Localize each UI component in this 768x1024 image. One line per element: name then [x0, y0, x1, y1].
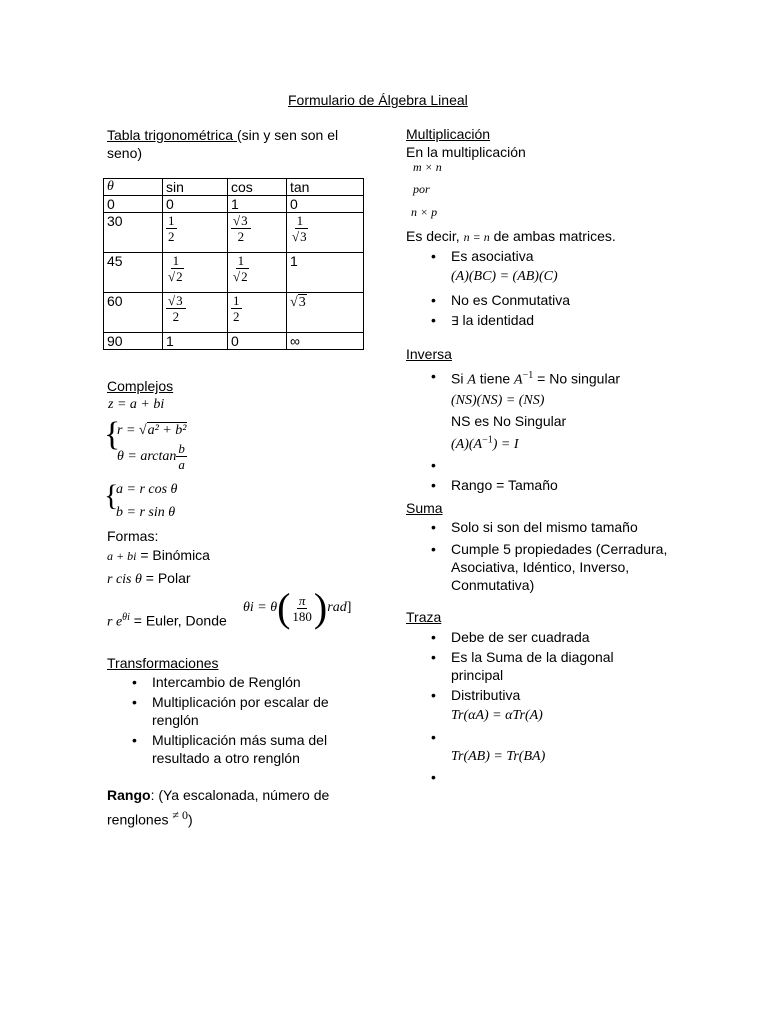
eq-rad-left: θi = θ	[243, 600, 278, 615]
list-item: • No es Conmutativa	[429, 291, 689, 309]
list-item: • Cumple 5 propiedades (Cerradura, Asociativa, Idéntico, Inverso, Conmutativa)	[429, 540, 679, 594]
denominator: 180	[292, 608, 312, 624]
table-row	[104, 333, 364, 350]
forma-binomica	[107, 547, 210, 564]
radicand: 3	[176, 293, 183, 308]
binomica-text: = Binómica	[136, 547, 210, 563]
radicand: 2	[241, 269, 248, 284]
polar-math: r cis θ	[107, 572, 142, 587]
table-row	[104, 196, 364, 213]
rango-desc: : (Ya escalonada, número de renglones	[107, 787, 330, 828]
table-row	[104, 179, 364, 196]
page-title: Formulario de Álgebra Lineal	[288, 92, 468, 108]
table-cell	[287, 213, 364, 253]
eq-traza-2: Tr(AB) = Tr(BA)	[451, 749, 546, 764]
denominator: 2	[172, 309, 180, 324]
table-cell: 0	[104, 196, 163, 213]
trig-heading	[107, 126, 377, 162]
eq-nxp: n × p	[411, 205, 438, 219]
table-header-tan: tan	[287, 179, 364, 196]
eq-por: por	[413, 182, 430, 196]
ns-text: NS es No Singular	[451, 412, 567, 429]
table-cell: 1	[228, 196, 287, 213]
table-cell: 0	[287, 196, 364, 213]
table-cell: 45	[104, 253, 163, 293]
eq-a: a = r cos θ	[116, 482, 178, 497]
trig-heading-rest: (sin y sen son el seno)	[107, 127, 339, 161]
table-cell: ∞	[287, 333, 364, 350]
ambas-text: de ambas matrices.	[489, 228, 616, 244]
fraction	[166, 253, 186, 284]
exists-symbol: ∃	[451, 314, 459, 328]
eq-r-left: r =	[117, 423, 139, 438]
eq-traza-1: Tr(αA) = αTr(A)	[451, 708, 543, 723]
eq-neqn: n = n	[463, 230, 490, 244]
radicand: 3	[241, 213, 248, 228]
inversa-list	[429, 367, 729, 494]
fraction	[166, 293, 186, 324]
multiplicacion-heading: Multiplicación	[406, 126, 491, 142]
si-text: Si	[451, 370, 468, 387]
fraction	[290, 213, 310, 244]
multiplicacion-list	[429, 247, 689, 330]
list-item: • Rango = Tamaño	[429, 476, 729, 494]
tiene-text: tiene	[475, 370, 515, 387]
table-cell	[287, 293, 364, 333]
list-item	[429, 728, 639, 768]
table-cell: 1	[287, 253, 364, 293]
bracket-icon: ]	[346, 600, 352, 615]
suma-heading: Suma	[406, 500, 443, 516]
fraction	[231, 293, 242, 324]
table-header-sin: sin	[163, 179, 228, 196]
list-item: • Es la Suma de la diagonal principal	[429, 648, 639, 684]
denominator: √2	[168, 269, 183, 284]
table-cell	[228, 253, 287, 293]
forma-euler	[107, 612, 227, 631]
es-decir-text: Es decir,	[406, 228, 464, 244]
transformaciones-heading: Transformaciones	[107, 655, 219, 671]
polar-text: = Polar	[141, 570, 191, 586]
eq-theta	[117, 441, 187, 472]
list-item: • Solo si son del mismo tamaño	[429, 518, 679, 536]
table-header-theta: θ	[104, 179, 163, 196]
sqrt-sign: √	[138, 423, 147, 438]
fraction	[166, 213, 177, 244]
list-item: • Debe de ser cuadrada	[429, 628, 639, 646]
list-item: • Intercambio de Renglón	[130, 673, 362, 691]
formas-label: Formas:	[107, 528, 159, 544]
eq-aainv-right: ) = I	[492, 437, 519, 453]
rango-label: Rango	[107, 787, 151, 803]
list-item-label: la identidad	[458, 312, 535, 328]
eq-mxn: m × n	[413, 160, 442, 174]
table-cell: 60	[104, 293, 163, 333]
eq-ns: (NS)(NS) = (NS)	[451, 392, 545, 408]
traza-heading: Traza	[406, 609, 442, 625]
table-cell: 0	[228, 333, 287, 350]
list-item	[429, 367, 729, 456]
es-decir	[406, 228, 616, 245]
multiplicacion-line1: En la multiplicación	[406, 144, 526, 160]
traza-list	[429, 628, 639, 786]
no-singular-text: = No singular	[533, 370, 621, 387]
fraction	[231, 213, 251, 244]
numerator: √3	[166, 293, 186, 309]
table-cell	[228, 213, 287, 253]
matrix-a: A	[467, 372, 476, 388]
trig-heading-link: Tabla trigonométrica	[107, 127, 237, 143]
numerator: 1	[172, 253, 180, 268]
euler-text: = Euler, Donde	[129, 612, 227, 629]
numerator: b	[178, 441, 185, 456]
list-item-label: Es asociativa	[451, 248, 534, 264]
list-item	[429, 311, 689, 330]
eq-assoc: (A)(BC) = (AB)(C)	[451, 269, 558, 284]
list-item-label: Distributiva	[451, 687, 521, 703]
denominator: 2	[233, 309, 240, 324]
trig-table	[103, 178, 364, 350]
eq-z: z = a + bi	[108, 397, 165, 412]
radicand: 2	[176, 269, 183, 284]
denominator: 2	[168, 229, 175, 244]
eq-aainv-exp: −1	[482, 434, 493, 446]
table-cell	[228, 293, 287, 333]
eq-aainv	[451, 434, 519, 453]
brace-icon: {	[104, 416, 121, 453]
table-cell	[163, 213, 228, 253]
brace-icon: {	[104, 479, 119, 512]
table-cell	[163, 293, 228, 333]
sqrt-value: √3	[290, 295, 306, 310]
denominator: a	[178, 457, 185, 472]
list-item: • Multiplicación más suma del resultado a otro renglón	[130, 731, 362, 767]
inv-exponent: −1	[522, 370, 534, 381]
rango-text	[107, 785, 369, 830]
eq-r	[117, 423, 187, 439]
complejos-heading: Complejos	[107, 378, 174, 394]
table-row	[104, 213, 364, 253]
list-item	[429, 768, 639, 786]
inversa-heading: Inversa	[406, 346, 452, 362]
numerator: π	[298, 592, 306, 608]
neq-symbol: ≠ 0	[172, 808, 188, 822]
eq-rad-unit: rad	[327, 600, 347, 615]
table-cell	[163, 253, 228, 293]
table-header-cos: cos	[228, 179, 287, 196]
binomica-math: a + bi	[107, 549, 137, 563]
numerator: 1	[233, 293, 240, 308]
radicand: 3	[300, 229, 307, 244]
fraction	[290, 593, 314, 624]
denominator: 2	[237, 229, 245, 244]
numerator: 1	[296, 213, 304, 228]
paren-icon: (	[277, 585, 291, 630]
list-item	[429, 247, 689, 289]
denominator: √3	[292, 229, 307, 244]
euler-exp: θi	[122, 612, 130, 623]
list-item	[429, 456, 729, 474]
denominator: √2	[233, 269, 248, 284]
eq-b: b = r sin θ	[116, 505, 176, 520]
list-item	[429, 686, 639, 728]
table-row	[104, 293, 364, 333]
table-cell: 30	[104, 213, 163, 253]
list-item: • Multiplicación por escalar de renglón	[130, 693, 362, 729]
eq-theta-left: θ = arctan	[117, 448, 177, 464]
eq-r-radicand: a² + b²	[147, 423, 187, 438]
matrix-a-inv: A	[514, 372, 523, 388]
table-cell: 1	[163, 333, 228, 350]
paren-icon: )	[313, 585, 328, 630]
fraction	[231, 253, 251, 284]
forma-polar	[107, 570, 191, 588]
radicand: 3	[298, 295, 306, 310]
table-cell: 0	[163, 196, 228, 213]
transformaciones-list	[130, 673, 362, 767]
suma-list	[429, 518, 679, 594]
numerator: √3	[231, 213, 251, 229]
eq-aainv-left: (A)(A	[451, 437, 483, 453]
rango-close: )	[187, 811, 193, 828]
table-row	[104, 253, 364, 293]
numerator: 1	[237, 253, 245, 268]
eq-rad	[243, 585, 352, 630]
numerator: 1	[168, 213, 175, 228]
fraction	[176, 441, 187, 472]
table-cell: 90	[104, 333, 163, 350]
euler-base: r e	[107, 614, 123, 630]
